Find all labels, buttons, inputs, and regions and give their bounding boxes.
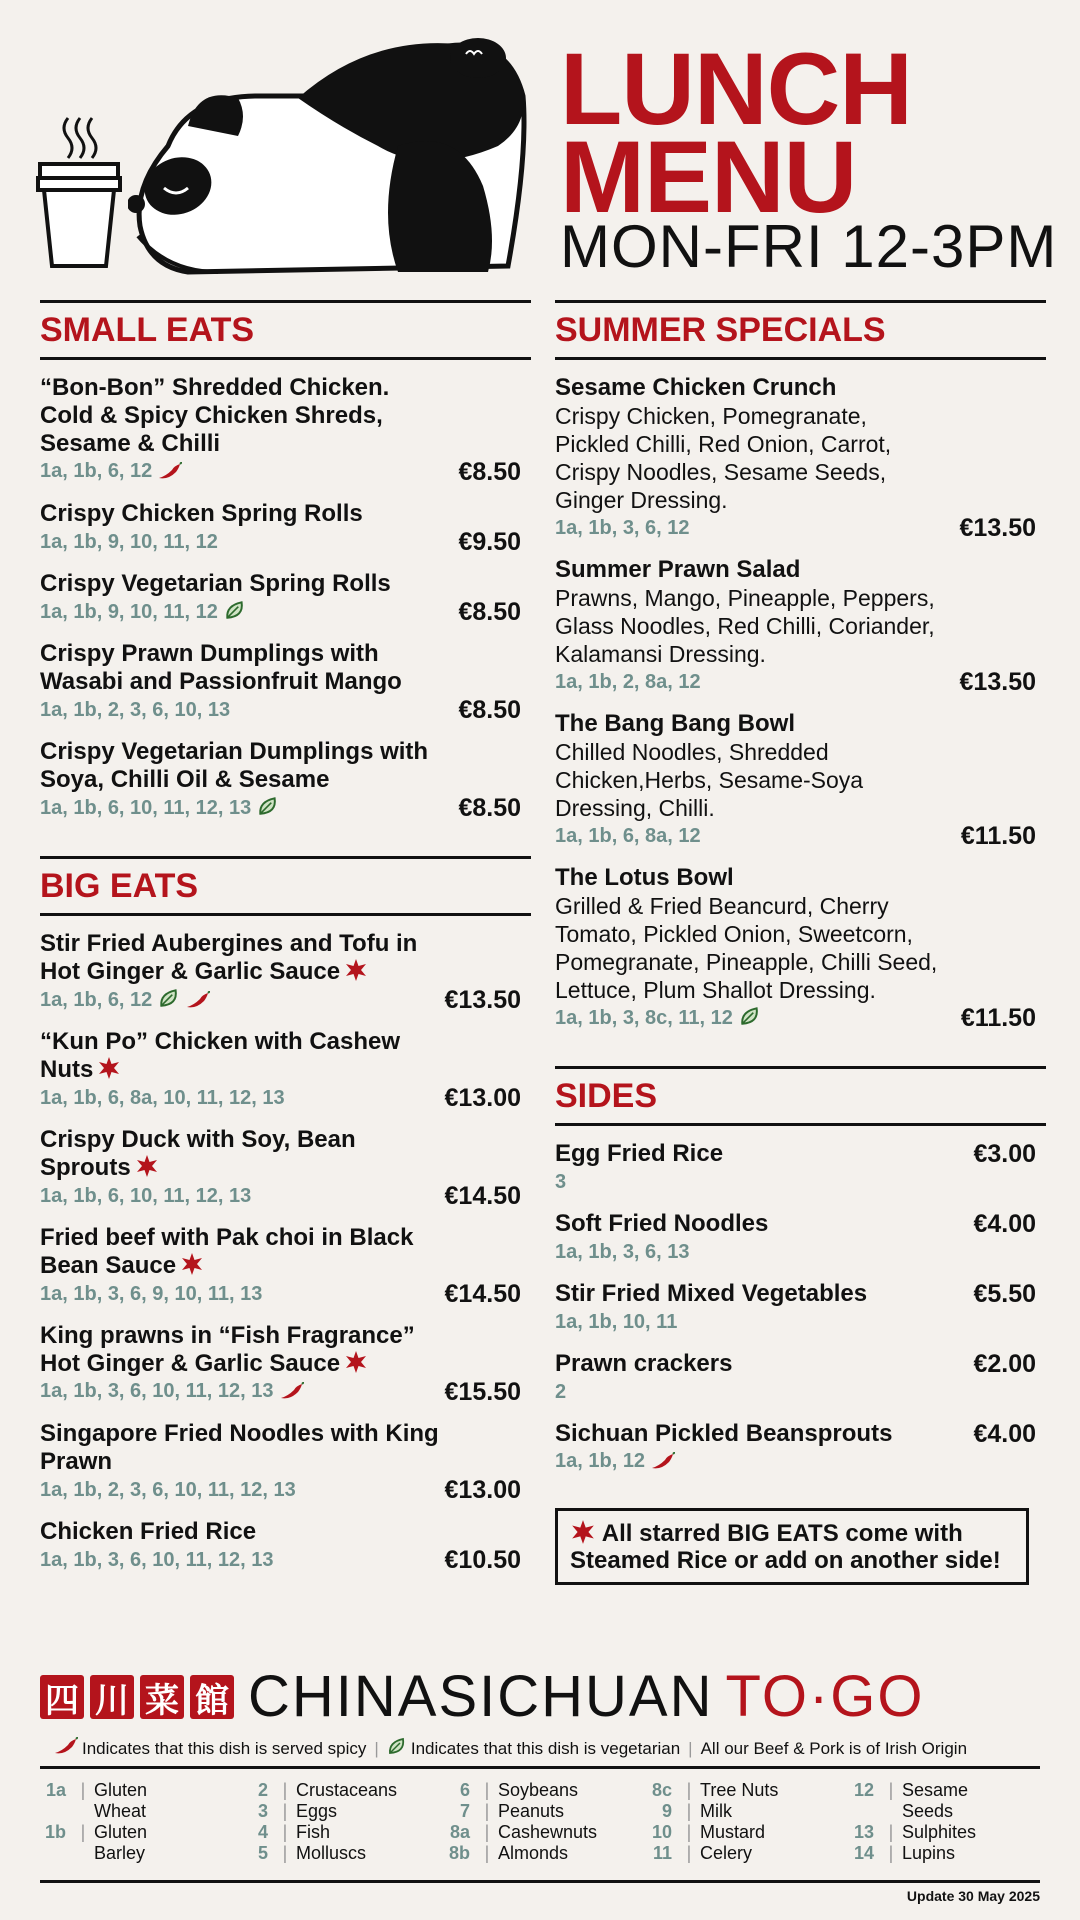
legend-vegetarian: Indicates that this dish is vegetarian bbox=[410, 1738, 681, 1758]
menu-item bbox=[555, 1420, 1046, 1476]
allergen-code: 3 bbox=[257, 1801, 268, 1821]
opening-hours: MON-FRI 12-3PM bbox=[560, 213, 1058, 280]
allergen-separator: | bbox=[80, 1780, 86, 1800]
allergen-separator: | bbox=[888, 1822, 894, 1842]
allergen-name: Molluscs bbox=[296, 1843, 367, 1863]
left-column bbox=[40, 300, 531, 1574]
item-allergens: 1a, 1b, 3, 6, 12 bbox=[555, 516, 690, 539]
item-allergens: 1a, 1b, 10, 11 bbox=[555, 1310, 678, 1333]
item-row bbox=[40, 598, 531, 626]
allergen-group bbox=[555, 1241, 690, 1264]
item-name-text: The Lotus Bowl bbox=[555, 864, 734, 891]
allergen-divider-bottom bbox=[40, 1880, 1040, 1883]
allergen-column bbox=[444, 1780, 636, 1864]
allergen-separator: | bbox=[686, 1822, 692, 1842]
allergen-code: 14 bbox=[853, 1843, 874, 1863]
item-allergens: 1a, 1b, 9, 10, 11, 12 bbox=[40, 600, 218, 623]
item-name bbox=[40, 640, 440, 696]
section-sides bbox=[555, 1066, 1046, 1126]
item-price: €13.50 bbox=[444, 985, 521, 1014]
allergen-code: 2 bbox=[257, 1780, 268, 1800]
item-allergens: 1a, 1b, 3, 8c, 11, 12 bbox=[555, 1006, 733, 1029]
legend-divider: | bbox=[688, 1738, 693, 1758]
item-name-text: Summer Prawn Salad bbox=[555, 556, 801, 583]
allergen-group bbox=[40, 531, 218, 554]
allergen-group bbox=[555, 1171, 566, 1194]
menu-item bbox=[555, 556, 1046, 696]
allergen-group bbox=[40, 1185, 251, 1208]
item-name bbox=[555, 1210, 768, 1238]
item-description: Crispy Chicken, Pomegranate, Pickled Chilli, Red Onion, Carrot, Crispy Noodles, Sesame Seeds, Ginger Dressing. bbox=[555, 403, 892, 513]
allergen-code: 10 bbox=[651, 1822, 672, 1842]
item-name-text: Stir Fried Mixed Vegetables bbox=[555, 1280, 868, 1307]
menu-item bbox=[40, 500, 531, 556]
menu-item bbox=[40, 930, 531, 1014]
star-icon bbox=[180, 1252, 204, 1276]
allergen-separator: | bbox=[484, 1822, 490, 1842]
allergen-code: 13 bbox=[853, 1822, 874, 1842]
item-name-text: King prawns in “Fish Fragrance” Hot Ginger & Garlic Sauce bbox=[40, 1322, 415, 1377]
item-allergens: 2 bbox=[555, 1380, 567, 1403]
item-name bbox=[40, 374, 440, 458]
section-big-eats bbox=[40, 856, 531, 916]
section-title: SIDES bbox=[555, 1076, 658, 1115]
allergen-name: Lupins bbox=[902, 1843, 956, 1863]
item-allergens: 1a, 1b, 2, 8a, 12 bbox=[555, 670, 701, 693]
allergen-column bbox=[848, 1780, 1040, 1864]
item-name bbox=[555, 1140, 723, 1168]
item-name bbox=[555, 556, 975, 584]
allergen-name: Soybeans bbox=[498, 1780, 579, 1800]
allergen-table bbox=[40, 1780, 1040, 1864]
item-name-text: Crispy Vegetarian Dumplings with Soya, Chilli Oil & Sesame bbox=[40, 738, 429, 793]
item-allergens: 1a, 1b, 3, 6, 13 bbox=[555, 1240, 690, 1263]
item-name bbox=[40, 1322, 450, 1378]
allergen-code: 9 bbox=[661, 1801, 672, 1821]
allergen-separator bbox=[72, 1843, 94, 1864]
chilli-icon bbox=[651, 1452, 675, 1475]
star-icon bbox=[344, 1350, 368, 1374]
item-price: €4.00 bbox=[973, 1419, 1036, 1448]
item-description: Chilled Noodles, Shredded Chicken,Herbs, Sesame-Soya Dressing, Chilli. bbox=[555, 739, 864, 821]
item-row bbox=[40, 1084, 531, 1112]
allergen-code: 7 bbox=[459, 1801, 470, 1821]
allergen-code: 8c bbox=[651, 1780, 672, 1800]
item-name bbox=[555, 864, 975, 892]
item-price: €8.50 bbox=[458, 597, 521, 626]
allergen-group bbox=[555, 1450, 675, 1475]
item-price: €8.50 bbox=[458, 793, 521, 822]
allergen-group bbox=[40, 699, 230, 722]
allergen-divider-top bbox=[40, 1766, 1040, 1769]
item-allergens: 1a, 1b, 3, 6, 10, 11, 12, 13 bbox=[40, 1548, 274, 1571]
allergen-column bbox=[646, 1780, 838, 1864]
note-text: All starred BIG EATS come with Steamed Rice or add on another side! bbox=[570, 1520, 1001, 1574]
item-name-text: Singapore Fried Noodles with King Prawn bbox=[40, 1420, 439, 1475]
menu-item bbox=[40, 1420, 531, 1504]
star-icon bbox=[135, 1154, 159, 1178]
section-summer-specials bbox=[555, 300, 1046, 360]
item-name-text: “Kun Po” Chicken with Cashew Nuts bbox=[40, 1028, 401, 1083]
allergen-name: Gluten bbox=[94, 1822, 148, 1842]
menu-item bbox=[555, 864, 1046, 1032]
allergen-name: Crustaceans bbox=[296, 1780, 398, 1800]
item-row bbox=[40, 1378, 531, 1406]
item-price: €3.00 bbox=[973, 1139, 1036, 1168]
allergen-code: 12 bbox=[853, 1780, 874, 1800]
item-allergens: 3 bbox=[555, 1170, 567, 1193]
title-line-lunch: LUNCH bbox=[560, 32, 912, 146]
allergen-code bbox=[40, 1801, 72, 1822]
item-name bbox=[40, 1126, 450, 1182]
menu-item bbox=[555, 374, 1046, 542]
item-name bbox=[40, 930, 450, 986]
allergen-name: Seeds bbox=[902, 1801, 954, 1821]
item-allergens: 1a, 1b, 6, 8a, 10, 11, 12, 13 bbox=[40, 1086, 285, 1109]
allergen-group bbox=[40, 1283, 262, 1306]
allergen-name: Gluten bbox=[94, 1780, 148, 1800]
item-row bbox=[555, 1308, 1046, 1336]
item-name-text: Crispy Chicken Spring Rolls bbox=[40, 500, 363, 527]
coffee-cup-icon bbox=[34, 112, 126, 272]
item-row bbox=[555, 668, 1046, 696]
allergen-group bbox=[555, 671, 701, 694]
menu-item bbox=[40, 1224, 531, 1308]
item-price: €11.50 bbox=[960, 821, 1036, 850]
allergen-separator: | bbox=[888, 1780, 894, 1800]
item-name bbox=[555, 374, 975, 402]
allergen-name: Sesame bbox=[902, 1780, 969, 1800]
legend-divider: | bbox=[374, 1738, 379, 1758]
item-name bbox=[40, 500, 440, 528]
star-icon bbox=[344, 958, 368, 982]
menu-item bbox=[40, 1028, 531, 1112]
menu-item bbox=[40, 640, 531, 724]
item-name bbox=[40, 570, 440, 598]
chinese-char-tile: 館 bbox=[190, 1675, 234, 1719]
brand-sichuan: SICHUAN bbox=[438, 1664, 714, 1729]
item-name-text: The Bang Bang Bowl bbox=[555, 710, 795, 737]
allergen-name: Fish bbox=[296, 1822, 331, 1842]
allergen-group bbox=[40, 795, 279, 822]
item-name-text: “Bon-Bon” Shredded Chicken. Cold & Spicy Chicken Shreds, Sesame & Chilli bbox=[40, 374, 390, 457]
item-name bbox=[40, 1028, 450, 1084]
allergen-separator: | bbox=[686, 1780, 692, 1800]
allergen-code: 11 bbox=[652, 1843, 672, 1863]
leaf-icon bbox=[739, 1005, 761, 1032]
menu-title bbox=[560, 32, 912, 234]
item-row bbox=[555, 1168, 1046, 1196]
allergen-code: 8a bbox=[449, 1822, 470, 1842]
item-row bbox=[555, 1004, 1046, 1032]
item-allergens: 1a, 1b, 6, 10, 11, 12, 13 bbox=[40, 1184, 252, 1207]
item-row bbox=[40, 458, 531, 486]
allergen-separator bbox=[72, 1801, 94, 1822]
chinese-char-tile: 川 bbox=[90, 1675, 134, 1719]
item-row bbox=[40, 986, 531, 1014]
item-price: €5.50 bbox=[973, 1279, 1036, 1308]
allergen-separator: | bbox=[80, 1822, 86, 1842]
allergen-group bbox=[555, 1381, 566, 1404]
item-name-text: Stir Fried Aubergines and Tofu in Hot Ginger & Garlic Sauce bbox=[40, 930, 418, 985]
menu-item bbox=[40, 374, 531, 486]
allergen-group bbox=[40, 987, 210, 1014]
item-allergens: 1a, 1b, 9, 10, 11, 12 bbox=[40, 530, 218, 553]
menu-item bbox=[40, 570, 531, 626]
item-price: €4.00 bbox=[973, 1209, 1036, 1238]
item-allergens: 1a, 1b, 12 bbox=[555, 1449, 646, 1472]
item-price: €8.50 bbox=[458, 695, 521, 724]
item-price: €14.50 bbox=[444, 1181, 521, 1210]
brand-togo: TO·GO bbox=[725, 1664, 925, 1729]
item-name bbox=[555, 1420, 892, 1448]
chilli-icon bbox=[186, 991, 210, 1014]
item-price: €14.50 bbox=[444, 1279, 521, 1308]
item-description: Prawns, Mango, Pineapple, Peppers, Glass Noodles, Red Chilli, Coriander, Kalamansi Dressing. bbox=[555, 585, 935, 667]
menu-item bbox=[555, 1210, 1046, 1266]
starred-note bbox=[555, 1508, 1029, 1585]
item-price: €9.50 bbox=[458, 527, 521, 556]
allergen-separator: | bbox=[686, 1843, 692, 1863]
item-row bbox=[40, 1546, 531, 1574]
allergen-separator: | bbox=[484, 1843, 490, 1863]
item-allergens: 1a, 1b, 2, 3, 6, 10, 13 bbox=[40, 698, 231, 721]
big-eats-list bbox=[40, 930, 531, 1574]
item-price: €13.00 bbox=[444, 1083, 521, 1112]
item-title-row bbox=[555, 1210, 1046, 1238]
item-row bbox=[40, 528, 531, 556]
item-price: €13.50 bbox=[959, 667, 1036, 696]
allergen-name: Milk bbox=[700, 1801, 732, 1821]
allergen-name: Wheat bbox=[94, 1801, 147, 1821]
menu-item bbox=[555, 1280, 1046, 1336]
item-name-text: Sesame Chicken Crunch bbox=[555, 374, 837, 401]
item-price: €13.50 bbox=[959, 513, 1036, 542]
allergen-separator: | bbox=[888, 1843, 894, 1863]
allergen-group bbox=[40, 1549, 274, 1572]
item-name bbox=[40, 1224, 450, 1280]
item-row bbox=[555, 514, 1046, 542]
item-row bbox=[40, 1280, 531, 1308]
allergen-code: 8b bbox=[448, 1843, 470, 1863]
allergen-group bbox=[40, 460, 182, 485]
leaf-icon bbox=[224, 599, 246, 626]
allergen-name: Sulphites bbox=[902, 1822, 977, 1842]
leaf-icon bbox=[158, 987, 180, 1014]
item-allergens: 1a, 1b, 6, 10, 11, 12, 13 bbox=[40, 796, 252, 819]
title-line-menu: MENU bbox=[560, 119, 857, 234]
menu-item bbox=[40, 738, 531, 822]
chilli-icon bbox=[280, 1382, 304, 1405]
allergen-separator: | bbox=[282, 1822, 288, 1842]
item-row bbox=[40, 1182, 531, 1210]
item-name bbox=[40, 738, 440, 794]
menu-item bbox=[555, 1140, 1046, 1196]
allergen-code bbox=[848, 1801, 880, 1822]
chinese-char-tile: 菜 bbox=[140, 1675, 184, 1719]
item-price: €11.50 bbox=[960, 1003, 1036, 1032]
item-row bbox=[555, 822, 1046, 850]
item-name-text: Crispy Duck with Soy, Bean Sprouts bbox=[40, 1126, 356, 1181]
allergen-separator: | bbox=[484, 1801, 490, 1821]
sides-list bbox=[555, 1140, 1046, 1476]
item-allergens: 1a, 1b, 6, 12 bbox=[40, 988, 153, 1011]
item-name-text: Sichuan Pickled Beansprouts bbox=[555, 1420, 893, 1447]
item-row bbox=[555, 1238, 1046, 1266]
allergen-name: Mustard bbox=[700, 1822, 766, 1842]
allergen-name: Barley bbox=[94, 1843, 146, 1863]
allergen-code: 6 bbox=[459, 1780, 470, 1800]
item-title-row bbox=[555, 1140, 1046, 1168]
item-allergens: 1a, 1b, 6, 8a, 12 bbox=[555, 824, 701, 847]
allergen-code bbox=[40, 1843, 72, 1864]
allergen-code: 5 bbox=[257, 1843, 268, 1863]
item-allergens: 1a, 1b, 3, 6, 9, 10, 11, 13 bbox=[40, 1282, 263, 1305]
section-small-eats bbox=[40, 300, 531, 360]
menu-item bbox=[40, 1126, 531, 1210]
menu-item bbox=[555, 710, 1046, 850]
allergen-group bbox=[555, 825, 701, 848]
item-name bbox=[40, 1518, 450, 1546]
item-name-text: Soft Fried Noodles bbox=[555, 1210, 769, 1237]
chinese-characters bbox=[40, 1675, 234, 1719]
legend-spicy: Indicates that this dish is served spicy bbox=[82, 1738, 367, 1758]
panda-illustration bbox=[128, 36, 538, 282]
brand-china: CHINA bbox=[248, 1664, 439, 1729]
item-description: Grilled & Fried Beancurd, Cherry Tomato, Pickled Onion, Sweetcorn, Pomegranate, Pineapple, Chilli Seed, Lettuce, Plum Shallot Dressing. bbox=[555, 893, 938, 1003]
item-name bbox=[555, 710, 975, 738]
item-title-row bbox=[555, 1280, 1046, 1308]
item-name bbox=[555, 1280, 867, 1308]
item-price: €2.00 bbox=[973, 1349, 1036, 1378]
brand-logo bbox=[40, 1664, 1040, 1729]
item-name-text: Prawn crackers bbox=[555, 1350, 733, 1377]
item-name-text: Crispy Vegetarian Spring Rolls bbox=[40, 570, 391, 597]
allergen-group bbox=[40, 599, 246, 626]
allergen-name: Eggs bbox=[296, 1801, 338, 1821]
allergen-name: Tree Nuts bbox=[700, 1780, 779, 1800]
allergen-separator: | bbox=[282, 1780, 288, 1800]
menu-item bbox=[40, 1518, 531, 1574]
legend-origin: All our Beef & Pork is of Irish Origin bbox=[700, 1738, 968, 1758]
item-name-text: Fried beef with Pak choi in Black Bean Sauce bbox=[40, 1224, 414, 1279]
item-row bbox=[40, 696, 531, 724]
allergen-name: Almonds bbox=[498, 1843, 569, 1863]
allergen-separator: | bbox=[484, 1780, 490, 1800]
leaf-icon bbox=[257, 795, 279, 822]
item-row bbox=[555, 1378, 1046, 1406]
allergen-name: Peanuts bbox=[498, 1801, 565, 1821]
leaf-icon bbox=[387, 1736, 407, 1761]
item-price: €10.50 bbox=[444, 1545, 521, 1574]
allergen-code: 1a bbox=[45, 1780, 66, 1800]
allergen-name: Celery bbox=[700, 1843, 753, 1863]
item-title-row bbox=[555, 1350, 1046, 1378]
section-title: SMALL EATS bbox=[40, 310, 255, 349]
allergen-separator: | bbox=[686, 1801, 692, 1821]
menu-item bbox=[40, 1322, 531, 1406]
allergen-column bbox=[242, 1780, 434, 1864]
legend bbox=[54, 1736, 1044, 1761]
item-row bbox=[40, 794, 531, 822]
allergen-code: 4 bbox=[257, 1822, 268, 1842]
small-eats-list bbox=[40, 374, 531, 822]
chinese-char-tile: 四 bbox=[40, 1675, 84, 1719]
item-allergens: 1a, 1b, 2, 3, 6, 10, 11, 12, 13 bbox=[40, 1478, 296, 1501]
item-name-text: Chicken Fried Rice bbox=[40, 1518, 257, 1545]
item-price: €8.50 bbox=[458, 457, 521, 486]
right-column bbox=[555, 300, 1046, 1585]
summer-specials-list bbox=[555, 374, 1046, 1032]
allergen-group bbox=[555, 1311, 677, 1334]
allergen-separator bbox=[880, 1801, 902, 1822]
star-icon bbox=[97, 1056, 121, 1080]
item-name bbox=[40, 1420, 450, 1476]
allergen-name: Cashewnuts bbox=[498, 1822, 598, 1842]
section-title: SUMMER SPECIALS bbox=[555, 310, 886, 349]
item-title-row bbox=[555, 1420, 1046, 1448]
item-row bbox=[555, 1448, 1046, 1476]
item-allergens: 1a, 1b, 6, 12 bbox=[40, 459, 153, 482]
item-row bbox=[40, 1476, 531, 1504]
allergen-separator: | bbox=[282, 1801, 288, 1821]
item-price: €15.50 bbox=[444, 1377, 521, 1406]
update-date: Update 30 May 2025 bbox=[906, 1888, 1040, 1904]
item-name bbox=[555, 1350, 732, 1378]
brand-wordmark bbox=[248, 1664, 925, 1729]
allergen-group bbox=[40, 1087, 285, 1110]
menu-item bbox=[555, 1350, 1046, 1406]
item-allergens: 1a, 1b, 3, 6, 10, 11, 12, 13 bbox=[40, 1379, 274, 1402]
allergen-code: 1b bbox=[44, 1822, 66, 1842]
allergen-group bbox=[555, 517, 690, 540]
section-title: BIG EATS bbox=[40, 866, 199, 905]
allergen-column bbox=[40, 1780, 232, 1864]
allergen-group bbox=[40, 1479, 296, 1502]
allergen-group bbox=[40, 1380, 304, 1405]
chilli-icon bbox=[54, 1737, 78, 1760]
allergen-separator: | bbox=[282, 1843, 288, 1863]
allergen-group bbox=[555, 1005, 761, 1032]
star-icon bbox=[570, 1519, 596, 1545]
item-name-text: Egg Fried Rice bbox=[555, 1140, 724, 1167]
item-price: €13.00 bbox=[444, 1475, 521, 1504]
item-name-text: Crispy Prawn Dumplings with Wasabi and Passionfruit Mango bbox=[40, 640, 402, 695]
chilli-icon bbox=[158, 462, 182, 485]
